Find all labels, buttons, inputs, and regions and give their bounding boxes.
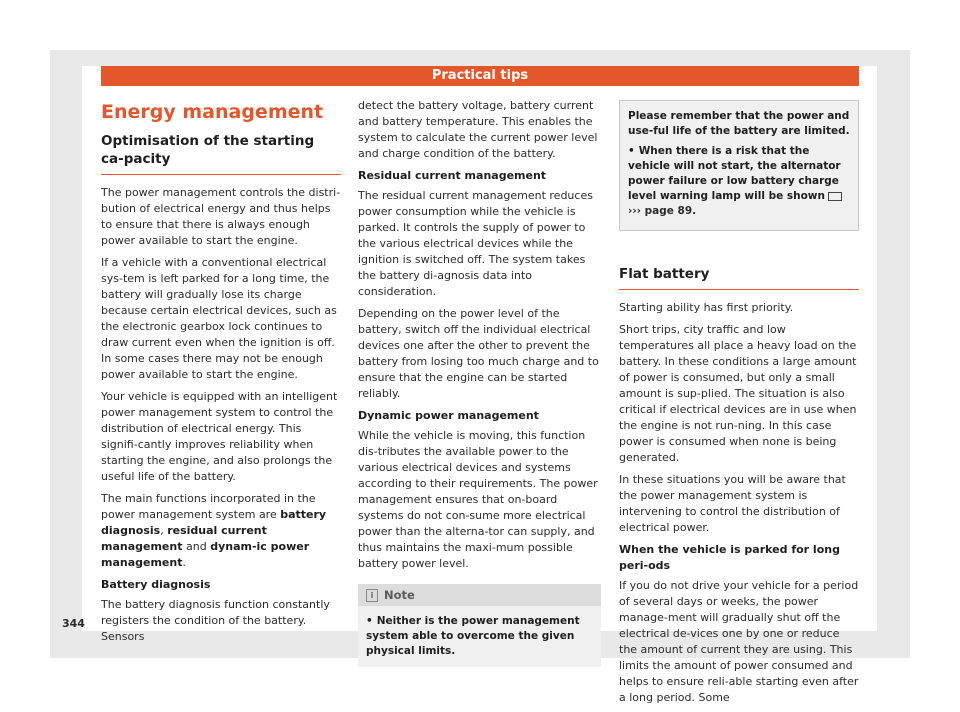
paragraph: Short trips, city traffic and low temperatures all place a heavy load on the battery. In these conditions a large amount of power is consumed, but only a small amount is sup-plied. The situation is also critical if electrical devices are in use when the engine is not run-ning. In this case power is consumed when none is being generated. xyxy=(619,323,857,464)
paragraph: The power management controls the distri-bution of electrical energy and thus helps to ensure that there is always enough power available to start the engine. xyxy=(101,186,341,247)
paragraph: The battery diagnosis function constantly registers the condition of the battery. Sensors xyxy=(101,598,330,643)
note-body: • Neither is the power management system able to overcome the given physical limits. xyxy=(366,615,580,657)
caution-bullet: • When there is a risk that the vehicle will not start, the alternator power failure or low battery charge level warning lamp will be shown››› page 89. xyxy=(628,145,841,217)
page-number: 344 xyxy=(62,617,85,630)
paragraph: While the vehicle is moving, this function dis-tributes the available power to the various electrical devices and systems according to their requirements. The power management ensures that on-board systems do not con-sume more electrical power than the alterna-tor can supply, and thus maintains the maxi-mum possible battery power level. xyxy=(358,429,598,570)
page-reference-link[interactable]: ››› page 89. xyxy=(628,205,697,217)
battery-icon xyxy=(828,192,842,201)
paragraph: Depending on the power level of the battery, switch off the individual electrical devices one after the other to prevent the battery from losing too much charge and to ensure that the engine can be started reliably. xyxy=(358,307,599,400)
paragraph: The residual current management reduces power consumption while the vehicle is parked. It controls the supply of power to the various electrical devices while the ignition is switched off. The system takes the battery di-agnosis data into consideration. xyxy=(358,189,593,298)
info-icon: i xyxy=(366,589,378,602)
paragraph-main-functions: The main functions incorporated in the power management system are battery diagnosis, residual current management and dynam-ic power management. xyxy=(101,492,327,569)
caution-text: Please remember that the power and use-ful life of the battery are limited. xyxy=(628,110,850,137)
subheading-starting-capacity: Optimisation of the starting ca-pacity xyxy=(101,132,341,175)
flat-battery-heading: Flat battery xyxy=(619,265,859,290)
note-box xyxy=(358,584,601,667)
parked-long-title: When the vehicle is parked for long peri-ods xyxy=(619,543,840,572)
paragraph: Starting ability has first priority. xyxy=(619,301,794,314)
note-header: i Note xyxy=(358,584,601,606)
paragraph: If you do not drive your vehicle for a period of several days or weeks, the power manage-ment will gradually shut off the electrical de-vices one by one or reduce the amount of current they are using. This limits the amount of power consumed and helps to ensure reli-able starting even after a long period. Some xyxy=(619,579,859,704)
battery-diagnosis-title: Battery diagnosis xyxy=(101,578,211,591)
paragraph: Your vehicle is equipped with an intelligent power management system to control the distribution of electrical energy. This signifi-cantly improves reliability when starting the engine, and also prolongs the useful life of the battery. xyxy=(101,390,338,483)
flat-battery-section xyxy=(619,265,859,706)
dynamic-power-title: Dynamic power management xyxy=(358,409,539,422)
paragraph: In these situations you will be aware that the power management system is intervening to control the distribution of electrical power. xyxy=(619,473,846,534)
residual-current-title: Residual current management xyxy=(358,169,547,182)
paragraph: detect the battery voltage, battery current and battery temperature. This enables the system to calculate the current power level and charge condition of the battery. xyxy=(358,99,598,160)
page-title: Energy management xyxy=(101,101,324,123)
section-header: Practical tips xyxy=(101,66,859,86)
column-right xyxy=(619,98,859,712)
column-left xyxy=(101,100,341,651)
column-middle xyxy=(358,98,601,667)
caution-box xyxy=(619,100,859,231)
paragraph: If a vehicle with a conventional electrical sys-tem is left parked for a long time, the battery will gradually lose its charge because certain electrical devices, such as the electronic gearbox lock continues to draw current even when the ignition is off. In some cases there may not be enough power available to start the engine. xyxy=(101,256,337,381)
